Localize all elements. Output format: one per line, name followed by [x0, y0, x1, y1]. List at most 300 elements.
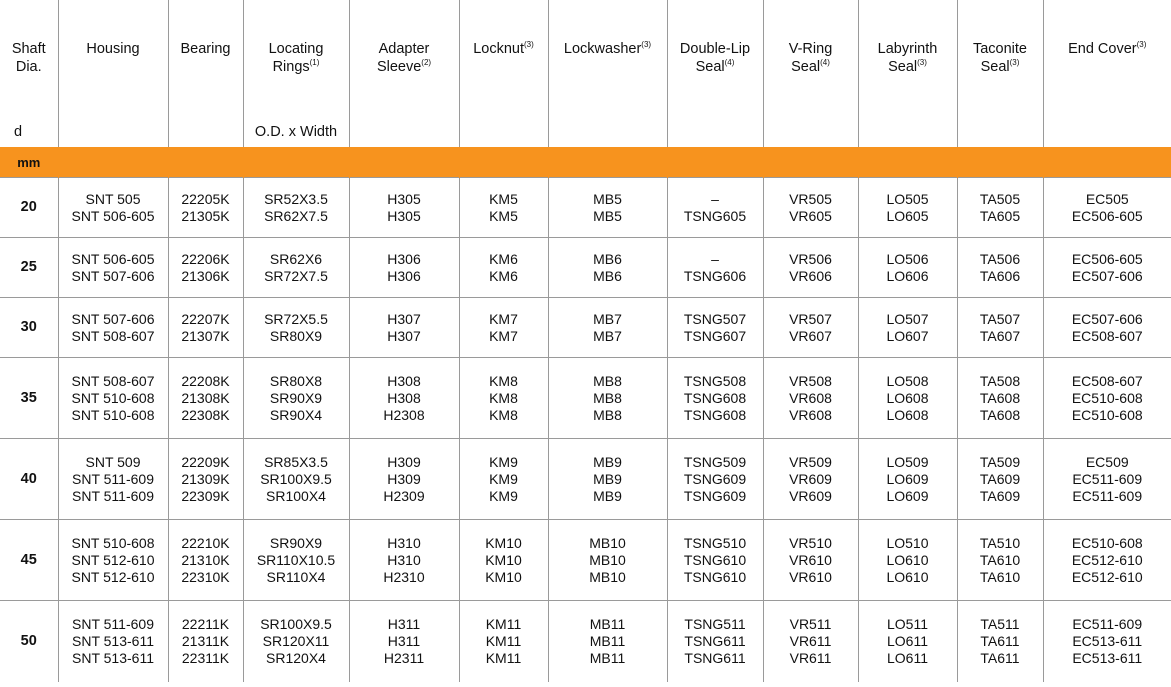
- table-cell: [1043, 601, 1171, 682]
- cell-value: 21308K: [181, 389, 230, 406]
- footnote-marker: (3): [917, 58, 927, 68]
- cell-value: TSNG606: [683, 267, 747, 284]
- cell-value: SR100X9.5: [260, 615, 332, 632]
- table-cell: [1043, 520, 1171, 601]
- table-cell: [667, 520, 763, 601]
- table-cell: [168, 358, 243, 439]
- cell-value: TSNG510: [683, 534, 747, 551]
- footnote-marker: (3): [524, 40, 534, 50]
- cell-value: SR72X7.5: [264, 267, 328, 284]
- table-cell: [349, 358, 459, 439]
- cell-value: H310: [387, 534, 421, 551]
- table-row: [0, 601, 1171, 682]
- cell-value: LO610: [886, 568, 929, 585]
- cell-value: MB10: [589, 534, 626, 551]
- column-header: [957, 0, 1043, 147]
- cell-value: KM7: [489, 327, 518, 344]
- cell-value: MB6: [593, 250, 622, 267]
- cell-value: MB7: [593, 327, 622, 344]
- unit-label: mm: [0, 147, 58, 178]
- cell-value: 21311K: [181, 632, 230, 649]
- cell-value: TA510: [979, 534, 1021, 551]
- cell-value: LO506: [886, 250, 929, 267]
- table-cell: [243, 358, 349, 439]
- cell-value: VR605: [789, 207, 832, 224]
- shaft-diameter-cell: 50: [0, 601, 58, 682]
- cell-value: EC508-607: [1071, 327, 1143, 344]
- cell-value: MB5: [593, 207, 622, 224]
- cell-value: KM9: [489, 470, 518, 487]
- column-header-line: V-Ring: [788, 41, 833, 57]
- cell-value: LO609: [886, 487, 929, 504]
- cell-value: MB5: [593, 190, 622, 207]
- cell-value: MB9: [593, 470, 622, 487]
- cell-value: TA611: [980, 649, 1020, 666]
- cell-value: 21306K: [181, 267, 230, 284]
- column-header-label: [764, 0, 858, 76]
- cell-value: H310: [387, 551, 421, 568]
- cell-value: VR610: [789, 551, 832, 568]
- column-header-label: [350, 0, 459, 76]
- shaft-diameter-cell: 35: [0, 358, 58, 439]
- column-header-label: [859, 0, 957, 76]
- cell-value: SR110X10.5: [256, 551, 336, 568]
- cell-value: MB9: [593, 453, 622, 470]
- table-row: [0, 520, 1171, 601]
- cell-value: SNT 512-610: [71, 551, 155, 568]
- cell-value: MB11: [589, 615, 626, 632]
- table-cell: [58, 520, 168, 601]
- cell-value: MB6: [593, 267, 622, 284]
- footnote-marker: (3): [1009, 58, 1020, 68]
- column-header: [763, 0, 858, 147]
- table-row: [0, 439, 1171, 520]
- cell-value: EC512-610: [1071, 568, 1143, 585]
- table-cell: [858, 238, 957, 298]
- table-cell: [349, 238, 459, 298]
- cell-value: 22309K: [181, 487, 230, 504]
- table-cell: [858, 601, 957, 682]
- table-cell: [548, 238, 667, 298]
- table-cell: [763, 238, 858, 298]
- table-cell: [58, 358, 168, 439]
- cell-value: LO511: [887, 615, 928, 632]
- column-header-label: [460, 0, 548, 58]
- cell-value: SNT 511-609: [72, 470, 154, 487]
- cell-value: H2309: [383, 487, 425, 504]
- cell-value: SNT 511-609: [72, 615, 154, 632]
- unit-cell: [349, 147, 459, 178]
- cell-value: TSNG507: [683, 310, 747, 327]
- cell-value: 21307K: [181, 327, 230, 344]
- table-cell: [459, 358, 548, 439]
- footnote-marker: (4): [820, 58, 830, 68]
- cell-value: EC509: [1085, 453, 1129, 470]
- column-header-label: [169, 0, 243, 58]
- table-cell: [168, 238, 243, 298]
- cell-value: EC510-608: [1071, 534, 1143, 551]
- cell-value: TA610: [979, 568, 1021, 585]
- cell-value: SR72X5.5: [264, 310, 328, 327]
- shaft-diameter-cell: 30: [0, 298, 58, 358]
- cell-value: –: [711, 250, 719, 267]
- cell-value: TSNG611: [684, 632, 746, 649]
- unit-cell: [58, 147, 168, 178]
- table-cell: [957, 358, 1043, 439]
- column-header: [349, 0, 459, 147]
- cell-value: LO508: [886, 372, 929, 389]
- cell-value: KM11: [485, 649, 522, 666]
- cell-value: TSNG607: [683, 327, 747, 344]
- cell-value: TA609: [979, 470, 1021, 487]
- table-cell: [168, 439, 243, 520]
- table-cell: [957, 439, 1043, 520]
- cell-value: SNT 509: [85, 453, 141, 470]
- cell-value: MB11: [589, 632, 626, 649]
- cell-value: LO609: [886, 470, 929, 487]
- cell-value: TSNG511: [684, 615, 746, 632]
- column-header: [459, 0, 548, 147]
- cell-value: 22208K: [181, 372, 230, 389]
- table-cell: [1043, 298, 1171, 358]
- cell-value: LO610: [886, 551, 929, 568]
- table-cell: [243, 238, 349, 298]
- table-cell: [243, 298, 349, 358]
- column-header-line: Sleeve$^{(2)}$: [376, 58, 432, 75]
- cell-value: SNT 507-606: [71, 267, 155, 284]
- table-cell: [168, 298, 243, 358]
- shaft-diameter-cell: 20: [0, 178, 58, 238]
- cell-value: TSNG608: [683, 406, 747, 423]
- cell-value: KM11: [485, 632, 522, 649]
- column-header-label: [0, 0, 58, 76]
- cell-value: H309: [387, 470, 421, 487]
- column-header-label: [244, 0, 349, 76]
- column-header-label: [549, 0, 667, 58]
- cell-value: SNT 511-609: [72, 487, 154, 504]
- cell-value: VR609: [789, 470, 832, 487]
- table-cell: [858, 178, 957, 238]
- cell-value: TA607: [979, 327, 1021, 344]
- table-cell: [957, 601, 1043, 682]
- cell-value: –: [711, 190, 719, 207]
- cell-value: KM5: [489, 207, 518, 224]
- table-cell: [459, 601, 548, 682]
- column-header-line: Seal$^{(3)}$: [980, 58, 1020, 75]
- table-cell: [548, 439, 667, 520]
- column-header-line: Lockwasher$^{(3)}$: [563, 40, 652, 57]
- cell-value: LO607: [886, 327, 929, 344]
- cell-value: KM8: [489, 389, 518, 406]
- cell-value: EC513-611: [1072, 649, 1143, 666]
- cell-value: TA608: [979, 389, 1021, 406]
- header-row: [0, 0, 1171, 147]
- footnote-marker: (2): [421, 58, 432, 68]
- column-header-line: Dia.: [15, 59, 42, 75]
- cell-value: SNT 510-608: [71, 534, 155, 551]
- cell-value: 22209K: [181, 453, 230, 470]
- cell-value: TSNG605: [683, 207, 747, 224]
- table-cell: [58, 439, 168, 520]
- unit-cell: [168, 147, 243, 178]
- cell-value: KM7: [489, 310, 518, 327]
- table-cell: [548, 358, 667, 439]
- cell-value: EC505: [1085, 190, 1129, 207]
- table-row: [0, 358, 1171, 439]
- cell-value: TSNG609: [683, 487, 747, 504]
- cell-value: EC510-608: [1071, 406, 1143, 423]
- cell-value: TSNG608: [683, 389, 747, 406]
- cell-value: LO505: [886, 190, 929, 207]
- table-cell: [548, 178, 667, 238]
- column-header-line: Locknut$^{(3)}$: [473, 40, 534, 57]
- cell-value: MB8: [593, 372, 622, 389]
- table-cell: [1043, 439, 1171, 520]
- cell-value: SR62X7.5: [264, 207, 328, 224]
- table-cell: [168, 601, 243, 682]
- cell-value: SR100X9.5: [260, 470, 332, 487]
- column-header-line: Rings$^{(1)}$: [272, 58, 320, 75]
- cell-value: H311: [387, 615, 421, 632]
- table-cell: [58, 178, 168, 238]
- shaft-diameter-cell: 45: [0, 520, 58, 601]
- column-header-line: Locating: [268, 41, 324, 57]
- cell-value: KM11: [485, 615, 522, 632]
- table-cell: [168, 520, 243, 601]
- table-cell: [58, 601, 168, 682]
- table-cell: [858, 358, 957, 439]
- cell-value: TA506: [979, 250, 1021, 267]
- cell-value: TA605: [979, 207, 1021, 224]
- table-cell: [243, 439, 349, 520]
- unit-cell: [1043, 147, 1171, 178]
- cell-value: LO608: [886, 389, 929, 406]
- table-cell: [58, 238, 168, 298]
- cell-value: VR608: [789, 406, 832, 423]
- cell-value: TSNG611: [684, 649, 746, 666]
- cell-value: LO605: [886, 207, 929, 224]
- cell-value: 22210K: [181, 534, 230, 551]
- table-cell: [548, 520, 667, 601]
- column-subheader: O.D. x Width: [254, 124, 338, 140]
- table-cell: [858, 298, 957, 358]
- table-cell: [548, 601, 667, 682]
- cell-value: EC511-609: [1072, 487, 1143, 504]
- column-header-line: Housing: [86, 41, 140, 57]
- column-header-label: [1044, 0, 1171, 58]
- cell-value: EC512-610: [1071, 551, 1143, 568]
- cell-value: KM6: [489, 267, 518, 284]
- cell-value: TSNG610: [683, 551, 747, 568]
- cell-value: TA507: [979, 310, 1021, 327]
- cell-value: VR611: [789, 649, 832, 666]
- cell-value: SR90X9: [269, 389, 323, 406]
- column-header: [243, 0, 349, 147]
- footnote-marker: (4): [724, 58, 735, 68]
- cell-value: KM10: [485, 551, 522, 568]
- table-cell: [459, 238, 548, 298]
- cell-value: KM9: [489, 453, 518, 470]
- table-row: [0, 298, 1171, 358]
- cell-value: TA608: [979, 406, 1021, 423]
- cell-value: MB8: [593, 389, 622, 406]
- cell-value: SNT 512-610: [71, 568, 155, 585]
- cell-value: VR611: [789, 632, 832, 649]
- cell-value: SNT 506-605: [71, 250, 155, 267]
- table-cell: [667, 439, 763, 520]
- cell-value: TSNG509: [683, 453, 747, 470]
- table-body: [0, 178, 1171, 682]
- cell-value: KM10: [485, 534, 522, 551]
- cell-value: KM6: [489, 250, 518, 267]
- cell-value: SR110X4: [266, 568, 326, 585]
- cell-value: SNT 510-608: [71, 406, 155, 423]
- table-row: [0, 238, 1171, 298]
- cell-value: 22311K: [181, 649, 230, 666]
- cell-value: TA509: [979, 453, 1021, 470]
- table-cell: [58, 298, 168, 358]
- cell-value: 21309K: [181, 470, 230, 487]
- cell-value: 22310K: [181, 568, 230, 585]
- cell-value: MB9: [593, 487, 622, 504]
- footnote-marker: (1): [309, 58, 320, 68]
- cell-value: MB10: [589, 568, 626, 585]
- cell-value: KM10: [485, 568, 522, 585]
- unit-cell: [243, 147, 349, 178]
- unit-cell: [957, 147, 1043, 178]
- cell-value: VR510: [789, 534, 832, 551]
- cell-value: 21310K: [181, 551, 230, 568]
- column-header: [58, 0, 168, 147]
- shaft-diameter-cell: 25: [0, 238, 58, 298]
- cell-value: MB8: [593, 406, 622, 423]
- column-header-line: Seal$^{(3)}$: [888, 58, 927, 75]
- cell-value: SR85X3.5: [264, 453, 328, 470]
- table-cell: [459, 439, 548, 520]
- unit-cell: [459, 147, 548, 178]
- table-cell: [243, 178, 349, 238]
- table-cell: [459, 520, 548, 601]
- footnote-marker: (3): [641, 40, 652, 50]
- shaft-diameter-cell: 40: [0, 439, 58, 520]
- cell-value: EC506-605: [1071, 250, 1143, 267]
- cell-value: H307: [387, 327, 421, 344]
- cell-value: 21305K: [181, 207, 230, 224]
- cell-value: EC508-607: [1071, 372, 1143, 389]
- cell-value: LO510: [886, 534, 929, 551]
- table-cell: [763, 601, 858, 682]
- cell-value: H306: [387, 267, 421, 284]
- cell-value: VR609: [789, 487, 832, 504]
- table-cell: [168, 178, 243, 238]
- cell-value: TSNG610: [683, 568, 747, 585]
- column-header: [168, 0, 243, 147]
- table-cell: [763, 358, 858, 439]
- column-header-label: [958, 0, 1043, 76]
- table-cell: [667, 298, 763, 358]
- cell-value: MB10: [589, 551, 626, 568]
- cell-value: KM8: [489, 406, 518, 423]
- cell-value: SNT 508-607: [71, 372, 155, 389]
- cell-value: EC511-609: [1072, 615, 1143, 632]
- table-cell: [763, 439, 858, 520]
- column-header-line: Taconite: [972, 41, 1027, 57]
- cell-value: VR506: [789, 250, 832, 267]
- cell-value: LO608: [886, 406, 929, 423]
- column-header-line: Bearing: [180, 41, 231, 57]
- cell-value: H305: [387, 190, 421, 207]
- table-row: [0, 178, 1171, 238]
- cell-value: VR608: [789, 389, 832, 406]
- table-cell: [957, 178, 1043, 238]
- cell-value: TA609: [979, 487, 1021, 504]
- table-cell: [459, 298, 548, 358]
- cell-value: H2311: [383, 649, 425, 666]
- cell-value: SR62X6: [269, 250, 323, 267]
- column-header: [548, 0, 667, 147]
- footnote-marker: (3): [1136, 40, 1147, 50]
- cell-value: SR100X4: [266, 487, 326, 504]
- table-cell: [858, 520, 957, 601]
- column-header-line: Shaft: [11, 41, 46, 57]
- cell-value: LO611: [887, 649, 928, 666]
- table-cell: [349, 178, 459, 238]
- column-header-label: [59, 0, 168, 58]
- unit-row: [0, 147, 1171, 178]
- cell-value: SR90X9: [269, 534, 323, 551]
- cell-value: SNT 507-606: [71, 310, 155, 327]
- cell-value: LO611: [887, 632, 928, 649]
- cell-value: SNT 505: [85, 190, 141, 207]
- cell-value: VR508: [789, 372, 832, 389]
- cell-value: TA511: [980, 615, 1020, 632]
- cell-value: H311: [387, 632, 421, 649]
- cell-value: KM5: [489, 190, 518, 207]
- cell-value: 22206K: [181, 250, 230, 267]
- cell-value: SNT 506-605: [71, 207, 155, 224]
- table-cell: [858, 439, 957, 520]
- column-header: [667, 0, 763, 147]
- cell-value: VR507: [789, 310, 832, 327]
- table-cell: [1043, 238, 1171, 298]
- cell-value: H305: [387, 207, 421, 224]
- cell-value: SR90X4: [269, 406, 323, 423]
- column-header: [0, 0, 58, 147]
- cell-value: 22207K: [181, 310, 230, 327]
- cell-value: VR511: [789, 615, 832, 632]
- cell-value: LO509: [886, 453, 929, 470]
- table-cell: [957, 298, 1043, 358]
- unit-cell: [763, 147, 858, 178]
- cell-value: EC510-608: [1071, 389, 1143, 406]
- table-cell: [243, 601, 349, 682]
- cell-value: TA505: [979, 190, 1021, 207]
- column-header-line: Seal$^{(4)}$: [791, 58, 830, 75]
- cell-value: TSNG508: [683, 372, 747, 389]
- column-header-line: Labyrinth: [877, 41, 938, 57]
- table-cell: [459, 178, 548, 238]
- cell-value: LO507: [886, 310, 929, 327]
- column-header-label: [668, 0, 763, 76]
- column-header-line: End Cover$^{(3)}$: [1068, 40, 1147, 57]
- cell-value: EC513-611: [1072, 632, 1143, 649]
- cell-value: SR80X8: [269, 372, 323, 389]
- cell-value: LO606: [886, 267, 929, 284]
- cell-value: H306: [387, 250, 421, 267]
- cell-value: H308: [387, 389, 421, 406]
- cell-value: TSNG609: [683, 470, 747, 487]
- table-cell: [763, 298, 858, 358]
